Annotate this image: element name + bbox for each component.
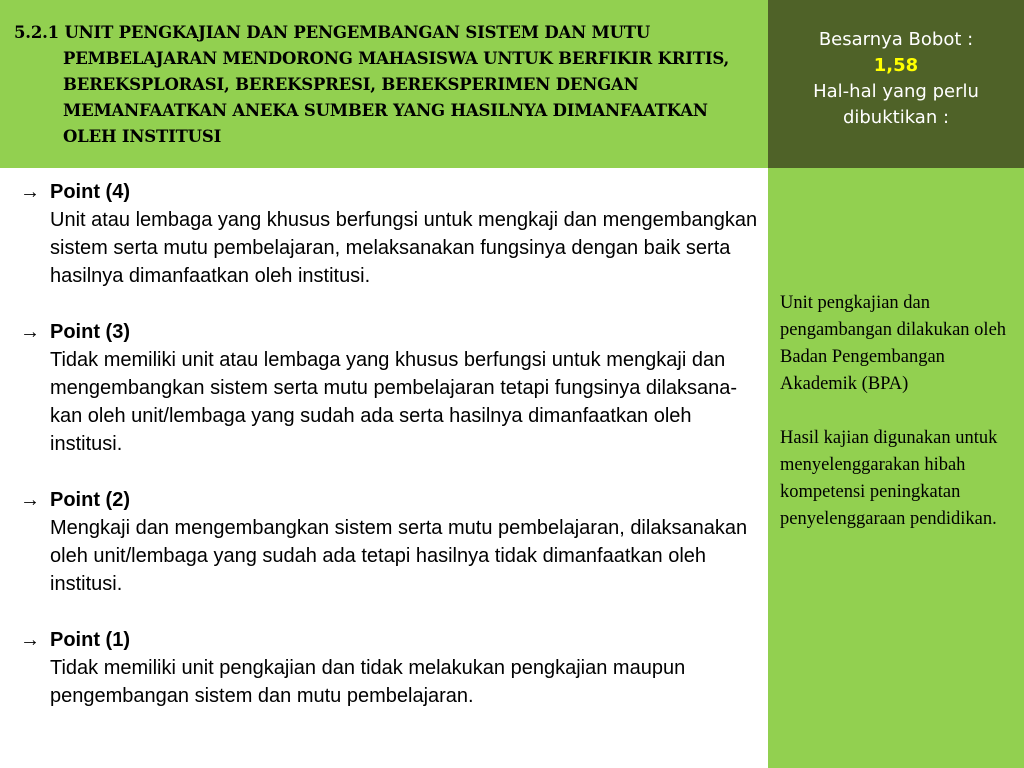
point-text: Tidak memiliki unit atau lembaga yang khusus berfungsi untuk mengkaji dan mengembangkan sistem serta mutu pembelajaran tetapi fungsinya dilaksana-kan oleh unit/lembaga yang sudah ada serta hasilnya dimanfaatkan oleh institusi.: [50, 349, 738, 455]
point-item-3: [20, 318, 768, 458]
evidence-label-line1: Hal-hal yang perlu: [813, 81, 979, 102]
evidence-panel: [768, 168, 1024, 768]
weight-panel: [768, 0, 1024, 168]
point-body: [50, 626, 768, 710]
arrow-right-icon: →: [20, 629, 40, 651]
weight-label: Besarnya Bobot :: [818, 29, 974, 50]
point-title: Point (1): [50, 629, 130, 651]
point-body: [50, 178, 768, 290]
page-title: 5.2.1 UNIT PENGKAJIAN DAN PENGEMBANGAN SISTEM DAN MUTU PEMBELAJARAN MENDORONG MAHASISWA UNTUK BERFIKIR KRITIS, BEREKSPLORASI, BEREKSPRESI, BEREKSPERIMEN DENGAN MEMANFAATKAN ANEKA SUMBER YANG HASILNYA DIMANFAATKAN OLEH INSTITUSI: [14, 23, 730, 146]
point-item-2: [20, 486, 768, 598]
point-title: Point (4): [50, 181, 130, 203]
point-item-1: [20, 626, 768, 710]
point-item-4: [20, 178, 768, 290]
arrow-right-icon: →: [20, 321, 40, 343]
arrow-right-icon: →: [20, 181, 40, 203]
point-title: Point (3): [50, 321, 130, 343]
evidence-paragraph-2: Hasil kajian digunakan untuk menyelenggarakan hibah kompetensi peningkatan penyelenggaraan pendidikan.: [780, 428, 998, 529]
points-list: [0, 168, 768, 768]
point-text: Unit atau lembaga yang khusus berfungsi untuk mengkaji dan mengembangkan sistem serta mutu pembelajaran, melaksanakan fungsinya dengan baik serta hasilnya dimanfaatkan oleh institusi.: [50, 209, 758, 287]
point-body: [50, 318, 768, 458]
point-body: [50, 486, 768, 598]
arrow-right-icon: →: [20, 489, 40, 511]
evidence-label-line2: dibuktikan :: [842, 107, 950, 128]
weight-value: 1,58: [873, 55, 919, 76]
point-title: Point (2): [50, 489, 130, 511]
evidence-paragraph-1: Unit pengkajian dan pengambangan dilakukan oleh Badan Pengembangan Akademik (BPA): [780, 293, 1007, 394]
point-text: Tidak memiliki unit pengkajian dan tidak melakukan pengkajian maupun pengembangan sistem dan mutu pembelajaran.: [50, 657, 686, 707]
point-text: Mengkaji dan mengembangkan sistem serta mutu pembelajaran, dilaksanakan oleh unit/lembaga yang sudah ada tetapi hasilnya tidak dimanfaatkan oleh institusi.: [50, 517, 748, 595]
header-title-panel: [0, 0, 768, 168]
